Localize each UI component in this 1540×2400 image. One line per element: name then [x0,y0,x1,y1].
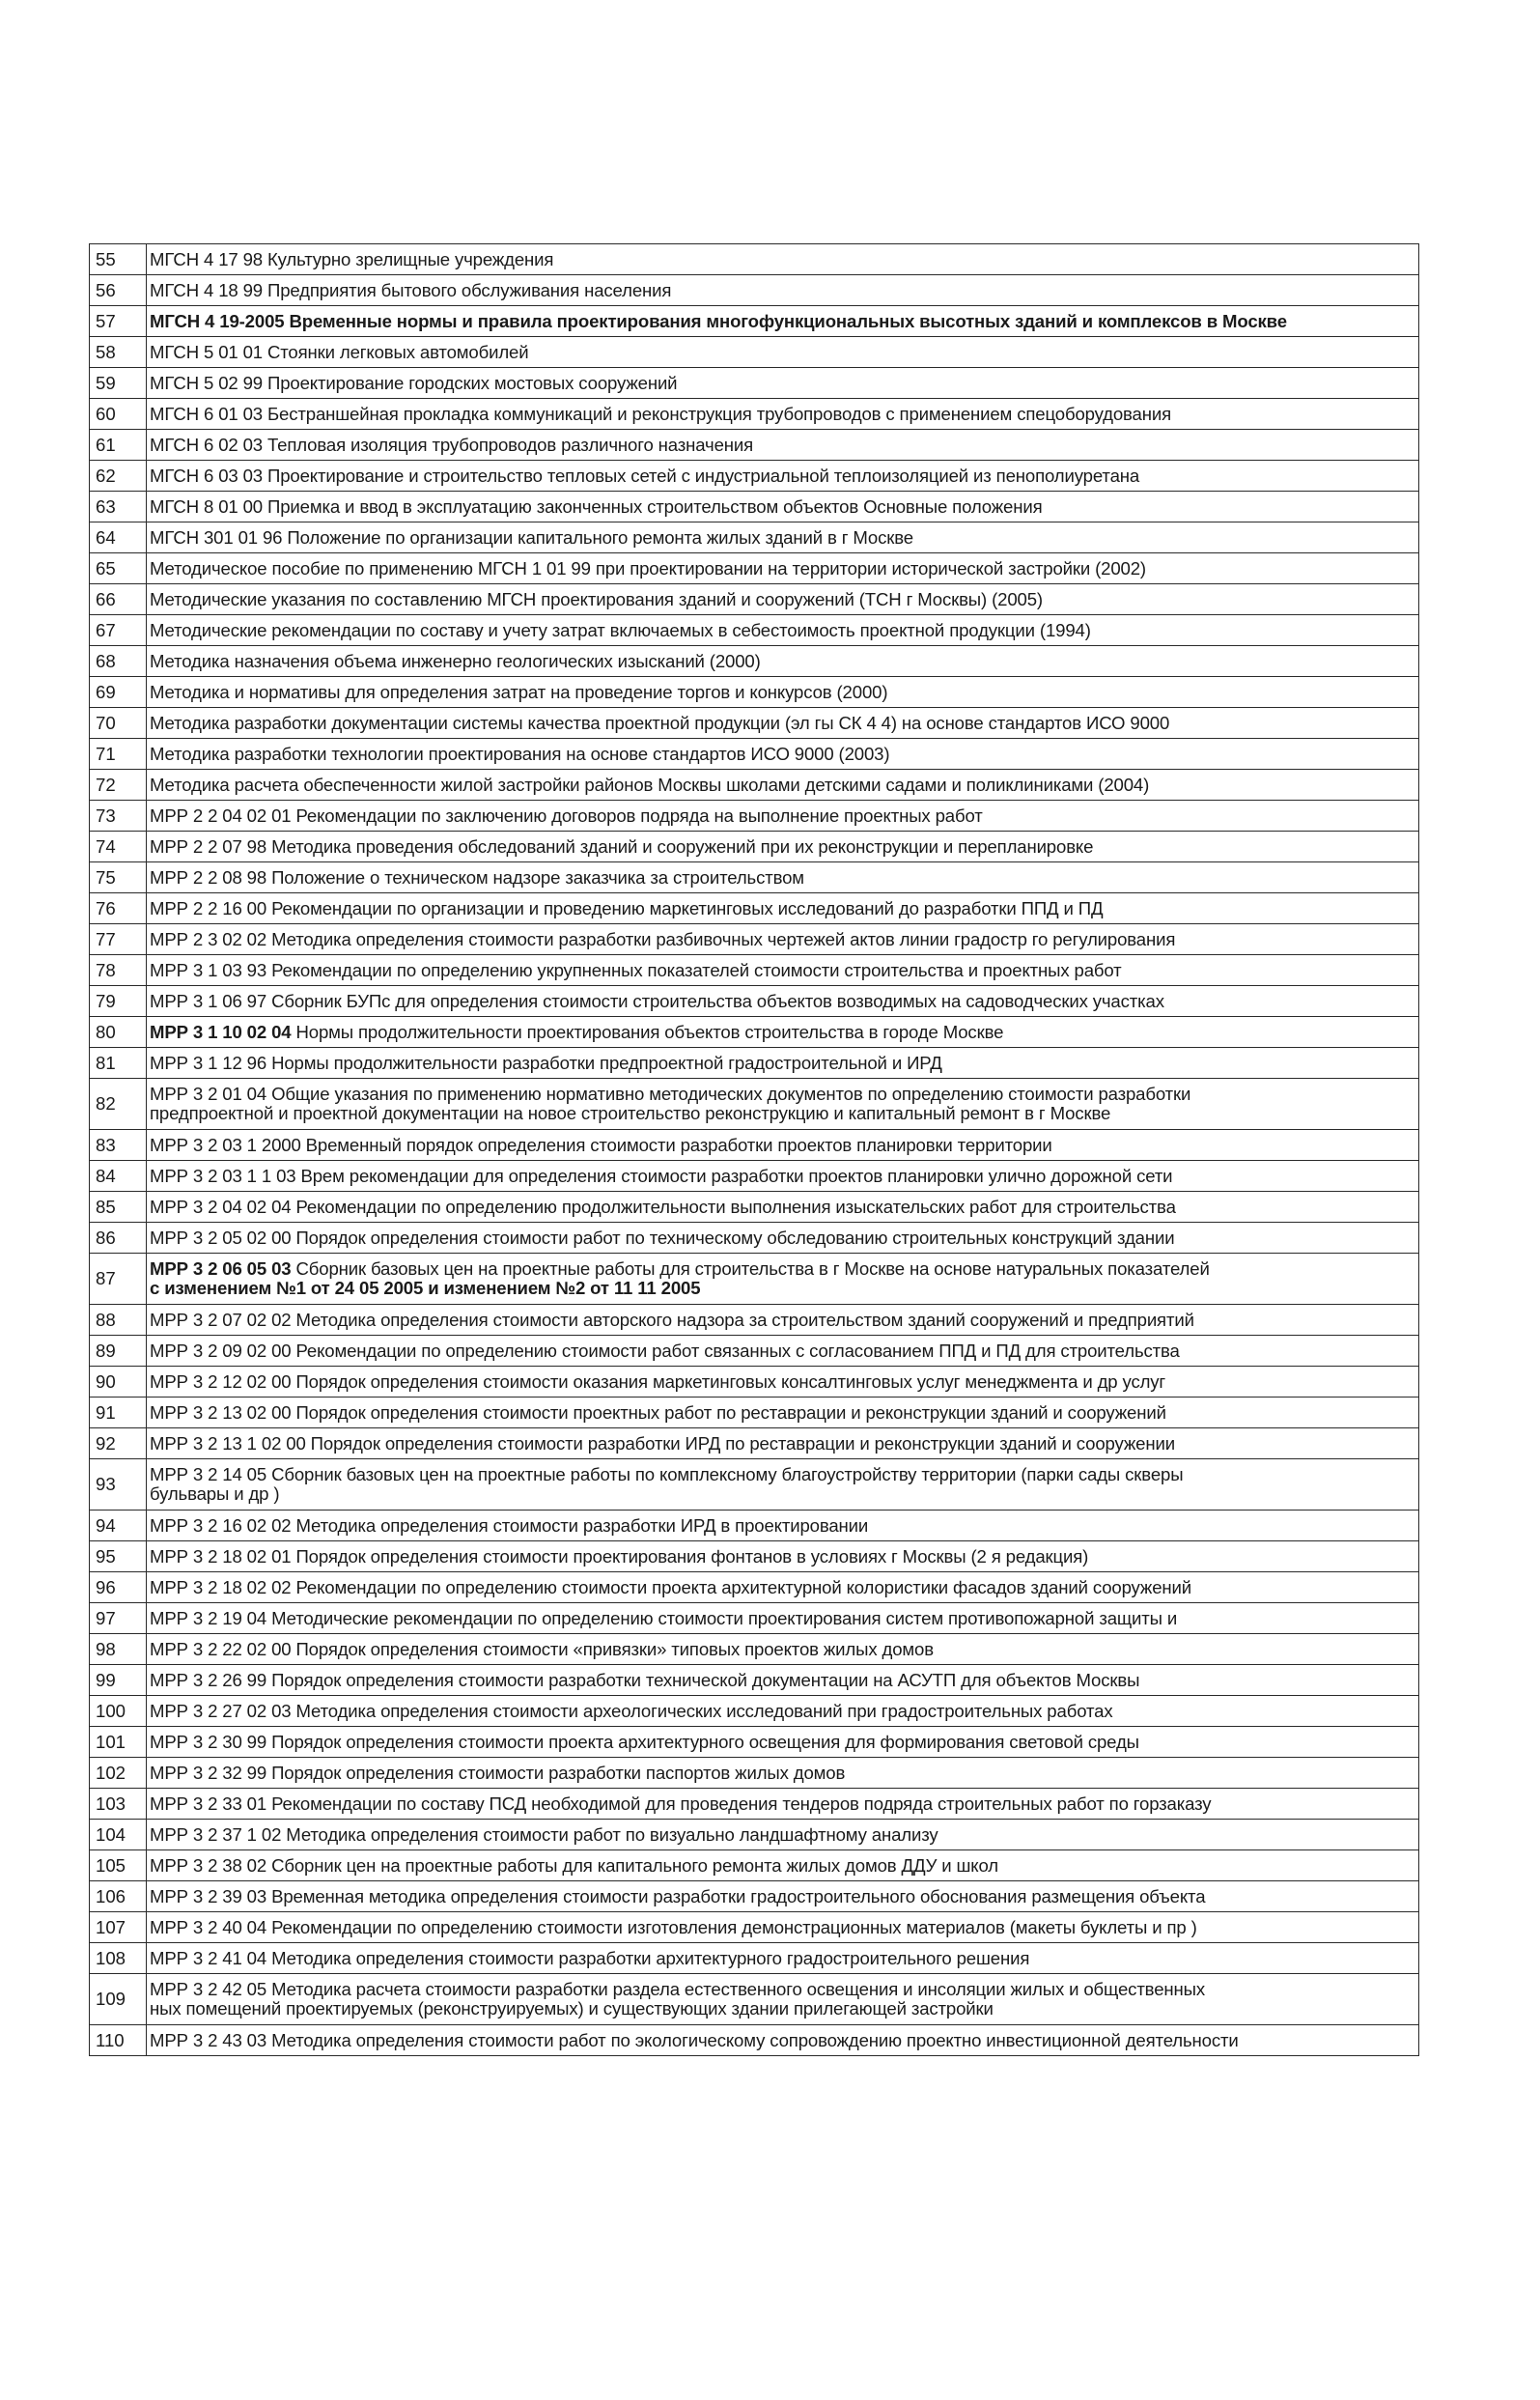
document-title: Методическое пособие по применению МГСН 1 01 99 при проектировании на территории исторической застройки (2002) [147,553,1419,584]
row-number: 66 [90,584,147,615]
document-title: МРР 2 2 08 98 Положение о техническом надзоре заказчика за строительством [147,862,1419,893]
document-title: МРР 3 1 03 93 Рекомендации по определению укрупненных показателей стоимости строительства и проектных работ [147,955,1419,986]
row-number: 80 [90,1017,147,1048]
row-number: 74 [90,832,147,862]
row-number: 67 [90,615,147,646]
row-number: 82 [90,1079,147,1130]
row-number: 81 [90,1048,147,1079]
table-row [90,1079,1419,1130]
row-number: 89 [90,1336,147,1367]
table-row [90,522,1419,553]
table-row [90,1367,1419,1398]
document-title [147,1254,1419,1305]
table-row [90,1634,1419,1665]
table-row [90,399,1419,430]
document-title-line: предпроектной и проектной документации на новое строительство реконструкцию и капитальный ремонт в г Москве [150,1103,1111,1123]
table-row [90,1665,1419,1696]
row-number: 88 [90,1305,147,1336]
row-number: 84 [90,1161,147,1192]
row-number: 71 [90,739,147,770]
table-row [90,1511,1419,1541]
document-title: МРР 3 2 26 99 Порядок определения стоимости разработки технической документации на АСУТП для объектов Москвы [147,1665,1419,1696]
row-number: 90 [90,1367,147,1398]
document-title: МРР 2 2 16 00 Рекомендации по организации и проведению маркетинговых исследований до разработки ППД и ПД [147,893,1419,924]
table-row [90,1912,1419,1943]
table-row [90,244,1419,275]
document-title [147,1974,1419,2025]
table-row [90,1974,1419,2025]
document-title: МРР 3 2 04 02 04 Рекомендации по определению продолжительности выполнения изыскательских работ для строительства [147,1192,1419,1223]
document-title: МРР 3 2 03 1 2000 Временный порядок определения стоимости разработки проектов планировки территории [147,1130,1419,1161]
table-row [90,553,1419,584]
document-title: МГСН 4 17 98 Культурно зрелищные учреждения [147,244,1419,275]
row-number: 78 [90,955,147,986]
row-number: 64 [90,522,147,553]
document-title: МРР 3 2 13 1 02 00 Порядок определения стоимости разработки ИРД по реставрации и реконструкции зданий и сооружении [147,1428,1419,1459]
document-title: МРР 3 2 16 02 02 Методика определения стоимости разработки ИРД в проектировании [147,1511,1419,1541]
table-row [90,1223,1419,1254]
row-number: 75 [90,862,147,893]
table-row [90,893,1419,924]
row-number: 104 [90,1820,147,1850]
row-number: 69 [90,677,147,708]
document-title: Методика разработки технологии проектирования на основе стандартов ИСО 9000 (2003) [147,739,1419,770]
row-number: 61 [90,430,147,461]
document-title: МГСН 5 02 99 Проектирование городских мостовых сооружений [147,368,1419,399]
row-number: 70 [90,708,147,739]
row-number: 94 [90,1511,147,1541]
document-title: Методические рекомендации по составу и учету затрат включаемых в себестоимость проектной продукции (1994) [147,615,1419,646]
table-row [90,708,1419,739]
table-row [90,1428,1419,1459]
row-number: 91 [90,1398,147,1428]
table-row [90,1572,1419,1603]
row-number: 86 [90,1223,147,1254]
table-row [90,1305,1419,1336]
document-title: МРР 3 2 30 99 Порядок определения стоимости проекта архитектурного освещения для формирования световой среды [147,1727,1419,1758]
document-title-line: с изменением №1 от 24 05 2005 и изменением №2 от 11 11 2005 [150,1278,701,1298]
table-row [90,1820,1419,1850]
document-title: МРР 3 2 07 02 02 Методика определения стоимости авторского надзора за строительством зданий сооружений и предприятий [147,1305,1419,1336]
document-title: МРР 3 1 12 96 Нормы продолжительности разработки предпроектной градостроительной и ИРД [147,1048,1419,1079]
row-number: 108 [90,1943,147,1974]
table-row [90,368,1419,399]
table-row [90,2025,1419,2056]
regulations-table [89,243,1419,2056]
document-title: Методика назначения объема инженерно геологических изысканий (2000) [147,646,1419,677]
table-row [90,1943,1419,1974]
document-title: МРР 3 2 12 02 00 Порядок определения стоимости оказания маркетинговых консалтинговых услуг менеджмента и др услуг [147,1367,1419,1398]
table-row [90,1254,1419,1305]
document-title: МРР 3 2 33 01 Рекомендации по составу ПСД необходимой для проведения тендеров подряда строительных работ по горзаказу [147,1789,1419,1820]
row-number: 77 [90,924,147,955]
row-number: 109 [90,1974,147,2025]
row-number: 107 [90,1912,147,1943]
document-title: МГСН 8 01 00 Приемка и ввод в эксплуатацию законченных строительством объектов Основные положения [147,492,1419,522]
document-title: МРР 3 2 18 02 02 Рекомендации по определению стоимости проекта архитектурной колористики фасадов зданий сооружений [147,1572,1419,1603]
document-title: МРР 3 2 13 02 00 Порядок определения стоимости проектных работ по реставрации и реконструкции зданий и сооружений [147,1398,1419,1428]
table-row [90,1727,1419,1758]
table-row [90,584,1419,615]
row-number: 59 [90,368,147,399]
document-title: МРР 3 2 09 02 00 Рекомендации по определению стоимости работ связанных с согласованием ППД и ПД для строительства [147,1336,1419,1367]
table-row [90,1881,1419,1912]
table-row [90,1459,1419,1511]
table-row [90,955,1419,986]
table-row [90,275,1419,306]
table-row [90,801,1419,832]
table-row [90,986,1419,1017]
document-title: Методика разработки документации системы качества проектной продукции (эл гы СК 4 4) на основе стандартов ИСО 9000 [147,708,1419,739]
document-title: МРР 3 2 27 02 03 Методика определения стоимости археологических исследований при градостроительных работах [147,1696,1419,1727]
document-title: МГСН 4 18 99 Предприятия бытового обслуживания населения [147,275,1419,306]
table-row [90,1161,1419,1192]
document-title: МГСН 4 19-2005 Временные нормы и правила проектирования многофункциональных высотных зданий и комплексов в Москве [147,306,1419,337]
row-number: 103 [90,1789,147,1820]
document-title: МРР 3 2 41 04 Методика определения стоимости разработки архитектурного градостроительного решения [147,1943,1419,1974]
document-title-line: МРР 3 2 42 05 Методика расчета стоимости разработки раздела естественного освещения и инсоляции жилых и общественных [150,1979,1205,1999]
table-row [90,430,1419,461]
row-number: 68 [90,646,147,677]
document-title: МРР 3 2 22 02 00 Порядок определения стоимости «привязки» типовых проектов жилых домов [147,1634,1419,1665]
row-number: 73 [90,801,147,832]
row-number: 102 [90,1758,147,1789]
table-row [90,924,1419,955]
table-row [90,1130,1419,1161]
document-title: МРР 3 2 18 02 01 Порядок определения стоимости проектирования фонтанов в условиях г Москвы (2 я редакция) [147,1541,1419,1572]
row-number: 65 [90,553,147,584]
table-row [90,1789,1419,1820]
document-title: Методика и нормативы для определения затрат на проведение торгов и конкурсов (2000) [147,677,1419,708]
document-title: МРР 2 2 04 02 01 Рекомендации по заключению договоров подряда на выполнение проектных работ [147,801,1419,832]
table-row [90,1048,1419,1079]
row-number: 72 [90,770,147,801]
document-title: МГСН 6 01 03 Бестраншейная прокладка коммуникаций и реконструкция трубопроводов с применением спецоборудования [147,399,1419,430]
table-row [90,1603,1419,1634]
document-title: МРР 3 1 06 97 Сборник БУПс для определения стоимости строительства объектов возводимых на садоводческих участках [147,986,1419,1017]
row-number: 85 [90,1192,147,1223]
document-title: МРР 3 2 37 1 02 Методика определения стоимости работ по визуально ландшафтному анализу [147,1820,1419,1850]
table-row [90,1696,1419,1727]
row-number: 99 [90,1665,147,1696]
document-title: МРР 3 2 43 03 Методика определения стоимости работ по экологическому сопровождению проектно инвестиционной деятельности [147,2025,1419,2056]
document-title: МРР 3 2 05 02 00 Порядок определения стоимости работ по техническому обследованию строительных конструкций здании [147,1223,1419,1254]
row-number: 62 [90,461,147,492]
document-title-line: МРР 3 2 01 04 Общие указания по применению нормативно методических документов по определению стоимости разработки [150,1084,1191,1104]
table-row [90,492,1419,522]
row-number: 60 [90,399,147,430]
row-number: 98 [90,1634,147,1665]
document-title: МРР 3 2 39 03 Временная методика определения стоимости разработки градостроительного обоснования размещения объекта [147,1881,1419,1912]
row-number: 87 [90,1254,147,1305]
document-code: МРР 3 2 06 05 03 [150,1258,292,1279]
table-body [90,244,1419,2056]
document-title [147,1459,1419,1511]
document-title: МГСН 301 01 96 Положение по организации капитального ремонта жилых зданий в г Москве [147,522,1419,553]
table-row [90,1398,1419,1428]
row-number: 101 [90,1727,147,1758]
document-title: Методические указания по составлению МГСН проектирования зданий и сооружений (ТСН г Москвы) (2005) [147,584,1419,615]
document-title-line: МРР 3 2 06 05 03 Сборник базовых цен на проектные работы для строительства в г Москве на основе натуральных показателей [150,1258,1210,1279]
document-title: Методика расчета обеспеченности жилой застройки районов Москвы школами детскими садами и поликлиниками (2004) [147,770,1419,801]
table-row [90,832,1419,862]
table-row [90,1336,1419,1367]
table-row [90,646,1419,677]
table-row [90,1758,1419,1789]
row-number: 95 [90,1541,147,1572]
row-number: 97 [90,1603,147,1634]
document-title: МРР 3 2 03 1 1 03 Врем рекомендации для определения стоимости разработки проектов планировки улично дорожной сети [147,1161,1419,1192]
row-number: 79 [90,986,147,1017]
row-number: 106 [90,1881,147,1912]
table-row [90,677,1419,708]
document-title-line: ных помещений проектируемых (реконструируемых) и существующих здании прилегающей застройки [150,1998,994,2019]
document-title: МРР 2 3 02 02 Методика определения стоимости разработки разбивочных чертежей актов линии градостр го регулирования [147,924,1419,955]
table-row [90,306,1419,337]
document-title: МРР 3 2 32 99 Порядок определения стоимости разработки паспортов жилых домов [147,1758,1419,1789]
document-title: МРР 3 1 10 02 04 Нормы продолжительности проектирования объектов строительства в городе Москве [147,1017,1419,1048]
row-number: 110 [90,2025,147,2056]
document-code: МРР 3 1 10 02 04 [150,1021,292,1042]
table-row [90,615,1419,646]
table-row [90,770,1419,801]
table-row [90,1541,1419,1572]
document-title: МГСН 5 01 01 Стоянки легковых автомобилей [147,337,1419,368]
row-number: 92 [90,1428,147,1459]
row-number: 63 [90,492,147,522]
document-title: МРР 3 2 19 04 Методические рекомендации по определению стоимости проектирования систем противопожарной защиты и [147,1603,1419,1634]
table-row [90,1017,1419,1048]
row-number: 55 [90,244,147,275]
document-title: МГСН 6 02 03 Тепловая изоляция трубопроводов различного назначения [147,430,1419,461]
document-title: МГСН 6 03 03 Проектирование и строительство тепловых сетей с индустриальной теплоизоляцией из пенополиуретана [147,461,1419,492]
row-number: 56 [90,275,147,306]
row-number: 83 [90,1130,147,1161]
table-row [90,1192,1419,1223]
row-number: 57 [90,306,147,337]
document-title: МРР 3 2 38 02 Сборник цен на проектные работы для капитального ремонта жилых домов ДДУ и школ [147,1850,1419,1881]
table-row [90,739,1419,770]
row-number: 58 [90,337,147,368]
row-number: 93 [90,1459,147,1511]
row-number: 76 [90,893,147,924]
document-title: МРР 3 2 40 04 Рекомендации по определению стоимости изготовления демонстрационных материалов (макеты буклеты и пр ) [147,1912,1419,1943]
document-title-line: бульвары и др ) [150,1483,280,1504]
document-title: МРР 2 2 07 98 Методика проведения обследований зданий и сооружений при их реконструкции и перепланировке [147,832,1419,862]
table-row [90,461,1419,492]
document-title [147,1079,1419,1130]
table-row [90,862,1419,893]
row-number: 105 [90,1850,147,1881]
table-row [90,1850,1419,1881]
row-number: 96 [90,1572,147,1603]
row-number: 100 [90,1696,147,1727]
table-row [90,337,1419,368]
document-title-line: МРР 3 2 14 05 Сборник базовых цен на проектные работы по комплексному благоустройству территории (парки сады скверы [150,1464,1184,1484]
